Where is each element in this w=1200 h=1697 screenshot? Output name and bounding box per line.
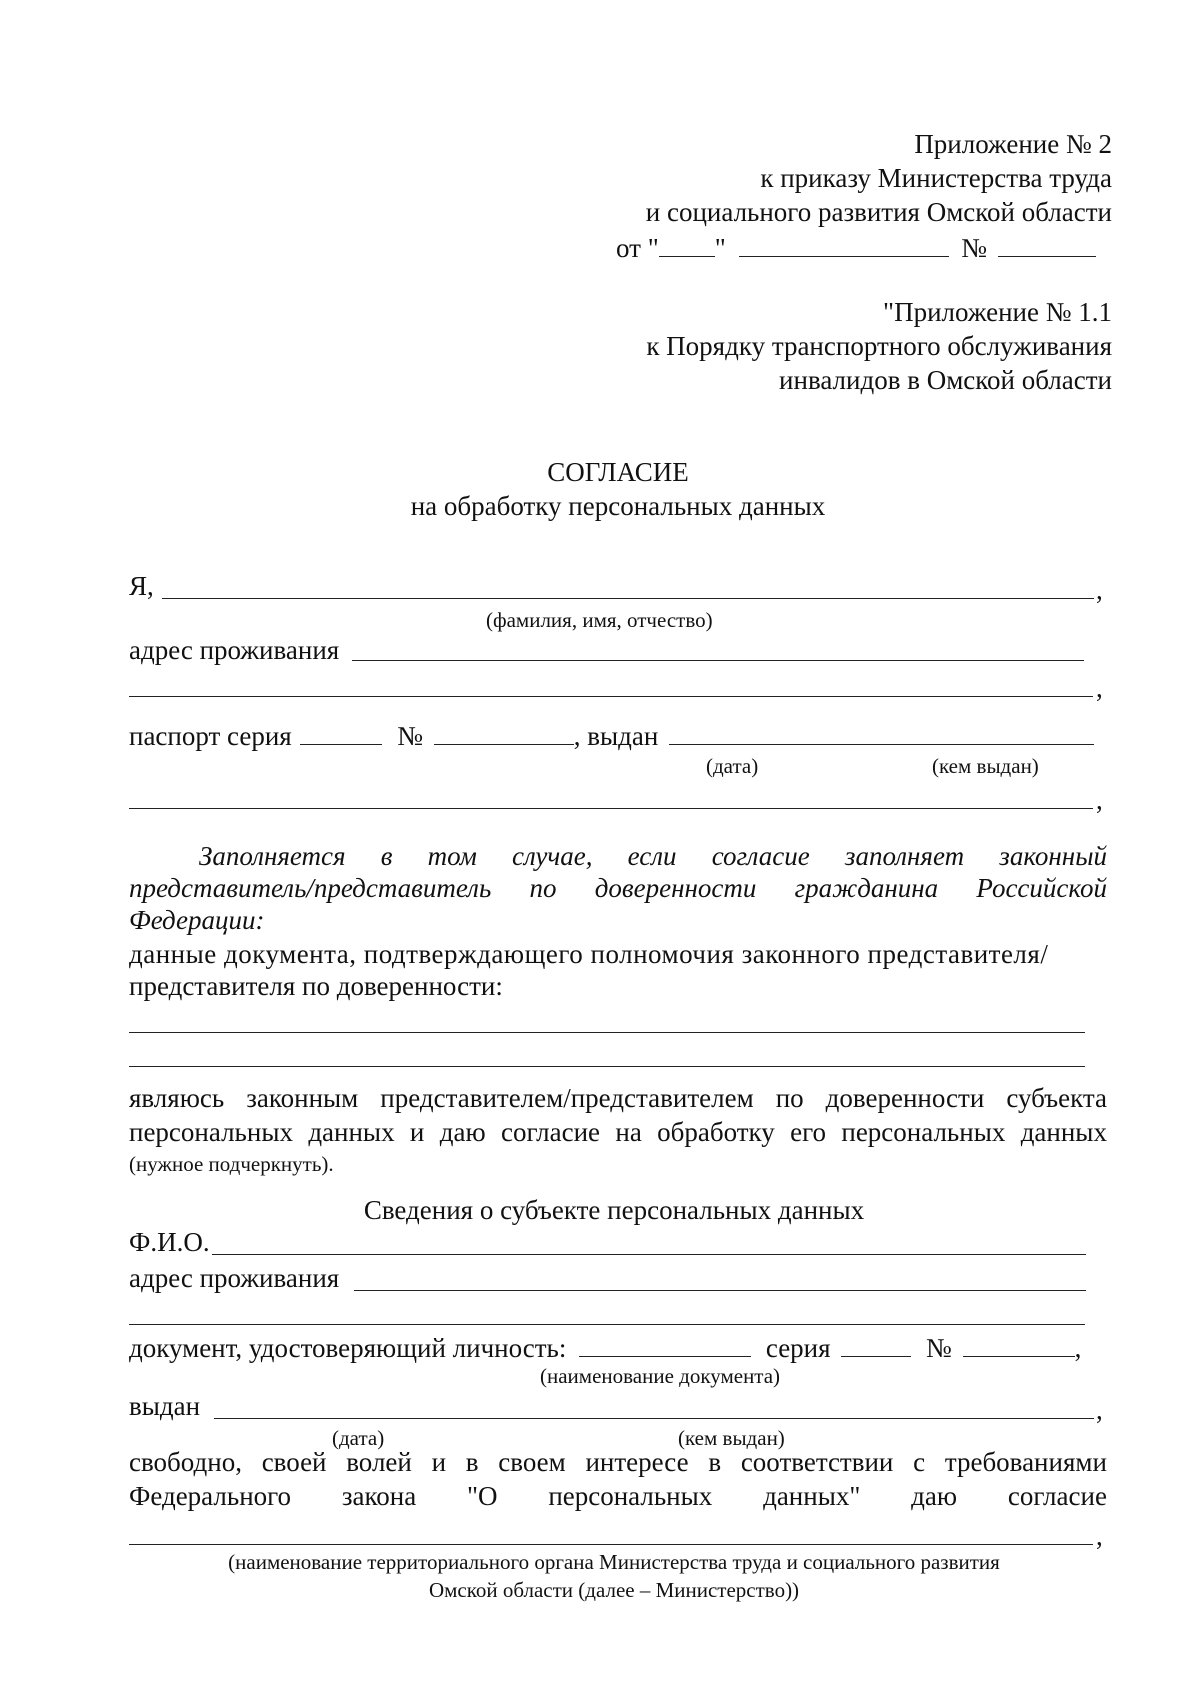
word: заполняет: [844, 841, 965, 871]
word: интересе: [585, 1447, 689, 1477]
word: закона: [341, 1481, 417, 1511]
word: в: [380, 841, 393, 871]
comma: ,: [1096, 673, 1103, 703]
word: его: [790, 1117, 827, 1147]
subject-issuer-hint: (кем выдан): [678, 1426, 785, 1450]
word: доверенности: [825, 1083, 985, 1113]
document-subtitle: на обработку персональных данных: [410, 491, 826, 521]
subject-heading: Сведения о субъекте персональных данных: [363, 1195, 865, 1225]
org-hint-line-1: (наименование территориального органа Министерства труда и социального развития: [228, 1550, 1000, 1574]
passport-series-label: паспорт серия: [129, 721, 292, 751]
issuer-hint: (кем выдан): [932, 754, 1039, 778]
consent-line-1: [129, 1446, 1107, 1478]
word: согласие: [1007, 1481, 1107, 1511]
passport-row: [129, 718, 1094, 752]
address-field[interactable]: [352, 660, 1084, 661]
word: "О: [466, 1481, 498, 1511]
word: даю: [439, 1117, 486, 1147]
sub-appendix-line-1: "Приложение № 1.1: [883, 297, 1112, 327]
passport-issuer-field[interactable]: [129, 808, 1093, 809]
document-title: СОГЛАСИЕ: [547, 457, 689, 487]
representative-note-line-3: Федерации:: [129, 905, 265, 935]
appendix-line-2: к приказу Министерства труда: [760, 163, 1112, 193]
word: являюсь: [129, 1083, 225, 1113]
word: соответствии: [740, 1447, 894, 1477]
word: доверенности: [594, 873, 757, 903]
word: представителем/представителем: [380, 1083, 754, 1113]
word: по: [775, 1083, 804, 1113]
id-series-field[interactable]: [841, 1330, 911, 1357]
representative-note-line-2: [129, 872, 1107, 904]
word: Заполняется: [199, 841, 346, 871]
appendix-line-3: и социального развития Омской области: [645, 197, 1112, 227]
comma: ,: [1096, 785, 1103, 815]
word: Российской: [976, 873, 1107, 903]
i-label: Я,: [129, 571, 154, 601]
word: случае,: [511, 841, 593, 871]
appendix-line-4: [616, 230, 1096, 264]
comma: ,: [1096, 575, 1103, 605]
order-number-field[interactable]: [998, 230, 1096, 257]
word: своей: [261, 1447, 327, 1477]
word: представитель/представитель: [129, 873, 492, 903]
subject-fio-label: Ф.И.О.: [129, 1227, 210, 1257]
word: данных: [308, 1117, 395, 1147]
word: если: [627, 841, 677, 871]
passport-issued-label: , выдан: [573, 721, 659, 751]
word: своем: [498, 1447, 566, 1477]
org-hint-line-2: Омской области (далее – Министерство)): [428, 1578, 800, 1602]
word: даю: [911, 1481, 958, 1511]
id-number-field[interactable]: [963, 1330, 1075, 1357]
declaration-line-2: [129, 1116, 1107, 1148]
subject-issued-label: выдан: [129, 1391, 201, 1421]
word: согласие: [711, 841, 810, 871]
id-doc-label: документ, удостоверяющий личность:: [129, 1333, 567, 1363]
word: том: [427, 841, 477, 871]
word: гражданина: [794, 873, 939, 903]
word: с: [913, 1447, 926, 1477]
fio-hint: (фамилия, имя, отчество): [486, 608, 713, 632]
word: и: [409, 1117, 425, 1147]
quote-close: ": [714, 233, 726, 263]
subject-id-row: [129, 1330, 1081, 1364]
doc-name-hint: (наименование документа): [540, 1364, 781, 1388]
sub-appendix-line-3: инвалидов в Омской области: [779, 365, 1112, 395]
consent-line-2: [129, 1480, 1107, 1512]
subject-issued-field[interactable]: [214, 1418, 1094, 1419]
word: персональных: [129, 1117, 293, 1147]
word: данных": [763, 1481, 861, 1511]
subject-fio-field[interactable]: [212, 1254, 1086, 1255]
comma: ,: [1074, 1333, 1082, 1363]
passport-number-label: №: [397, 721, 423, 751]
day-field[interactable]: [659, 230, 715, 257]
word: законный: [999, 841, 1107, 871]
word: персональных: [548, 1481, 713, 1511]
number-label: №: [961, 233, 988, 263]
word: в: [465, 1447, 479, 1477]
word: данных: [1020, 1117, 1107, 1147]
declaration-note: (нужное подчеркнуть).: [129, 1152, 334, 1176]
series-label: серия: [765, 1333, 831, 1363]
representative-doc-field-2[interactable]: [129, 1066, 1085, 1067]
word: и: [431, 1447, 447, 1477]
subject-address-label: адрес проживания: [129, 1263, 340, 1293]
representative-doc-field-1[interactable]: [129, 1032, 1085, 1033]
representative-note-line-1: [129, 840, 1107, 872]
word: обработку: [657, 1117, 775, 1147]
word: волей: [346, 1447, 412, 1477]
word: требованиями: [944, 1447, 1107, 1477]
month-year-field[interactable]: [739, 230, 949, 257]
subject-date-hint: (дата): [332, 1426, 385, 1450]
passport-number-field[interactable]: [434, 718, 574, 745]
id-doc-name-field[interactable]: [579, 1330, 751, 1357]
representative-doc-line-2: представителя по доверенности:: [129, 971, 503, 1001]
fio-field[interactable]: [162, 598, 1094, 599]
word: в: [708, 1447, 722, 1477]
declaration-line-1: [129, 1082, 1107, 1114]
sub-appendix-line-2: к Порядку транспортного обслуживания: [646, 331, 1112, 361]
word: согласие: [500, 1117, 601, 1147]
subject-address-field-2[interactable]: [129, 1324, 1085, 1325]
territorial-organ-field[interactable]: [129, 1544, 1093, 1545]
word: персональных: [841, 1117, 1006, 1147]
representative-doc-line-1: данные документа, подтверждающего полномочия законного представителя/: [129, 939, 1049, 969]
word: по: [529, 873, 557, 903]
address-label: адрес проживания: [129, 635, 340, 665]
word: свободно,: [129, 1447, 242, 1477]
subject-address-field[interactable]: [354, 1290, 1086, 1291]
word: субъекта: [1006, 1083, 1107, 1113]
appendix-line-1: Приложение № 2: [914, 129, 1112, 159]
word: на: [615, 1117, 642, 1147]
date-hint: (дата): [706, 754, 759, 778]
word: Федерального: [129, 1481, 292, 1511]
word: законным: [246, 1083, 359, 1113]
comma: ,: [1096, 1395, 1103, 1425]
passport-series-field[interactable]: [300, 718, 382, 745]
number-label: №: [926, 1333, 952, 1363]
address-field-2[interactable]: [129, 696, 1093, 697]
comma: ,: [1096, 1521, 1103, 1551]
from-label: от ": [616, 233, 659, 263]
passport-issue-field[interactable]: [669, 718, 1094, 745]
